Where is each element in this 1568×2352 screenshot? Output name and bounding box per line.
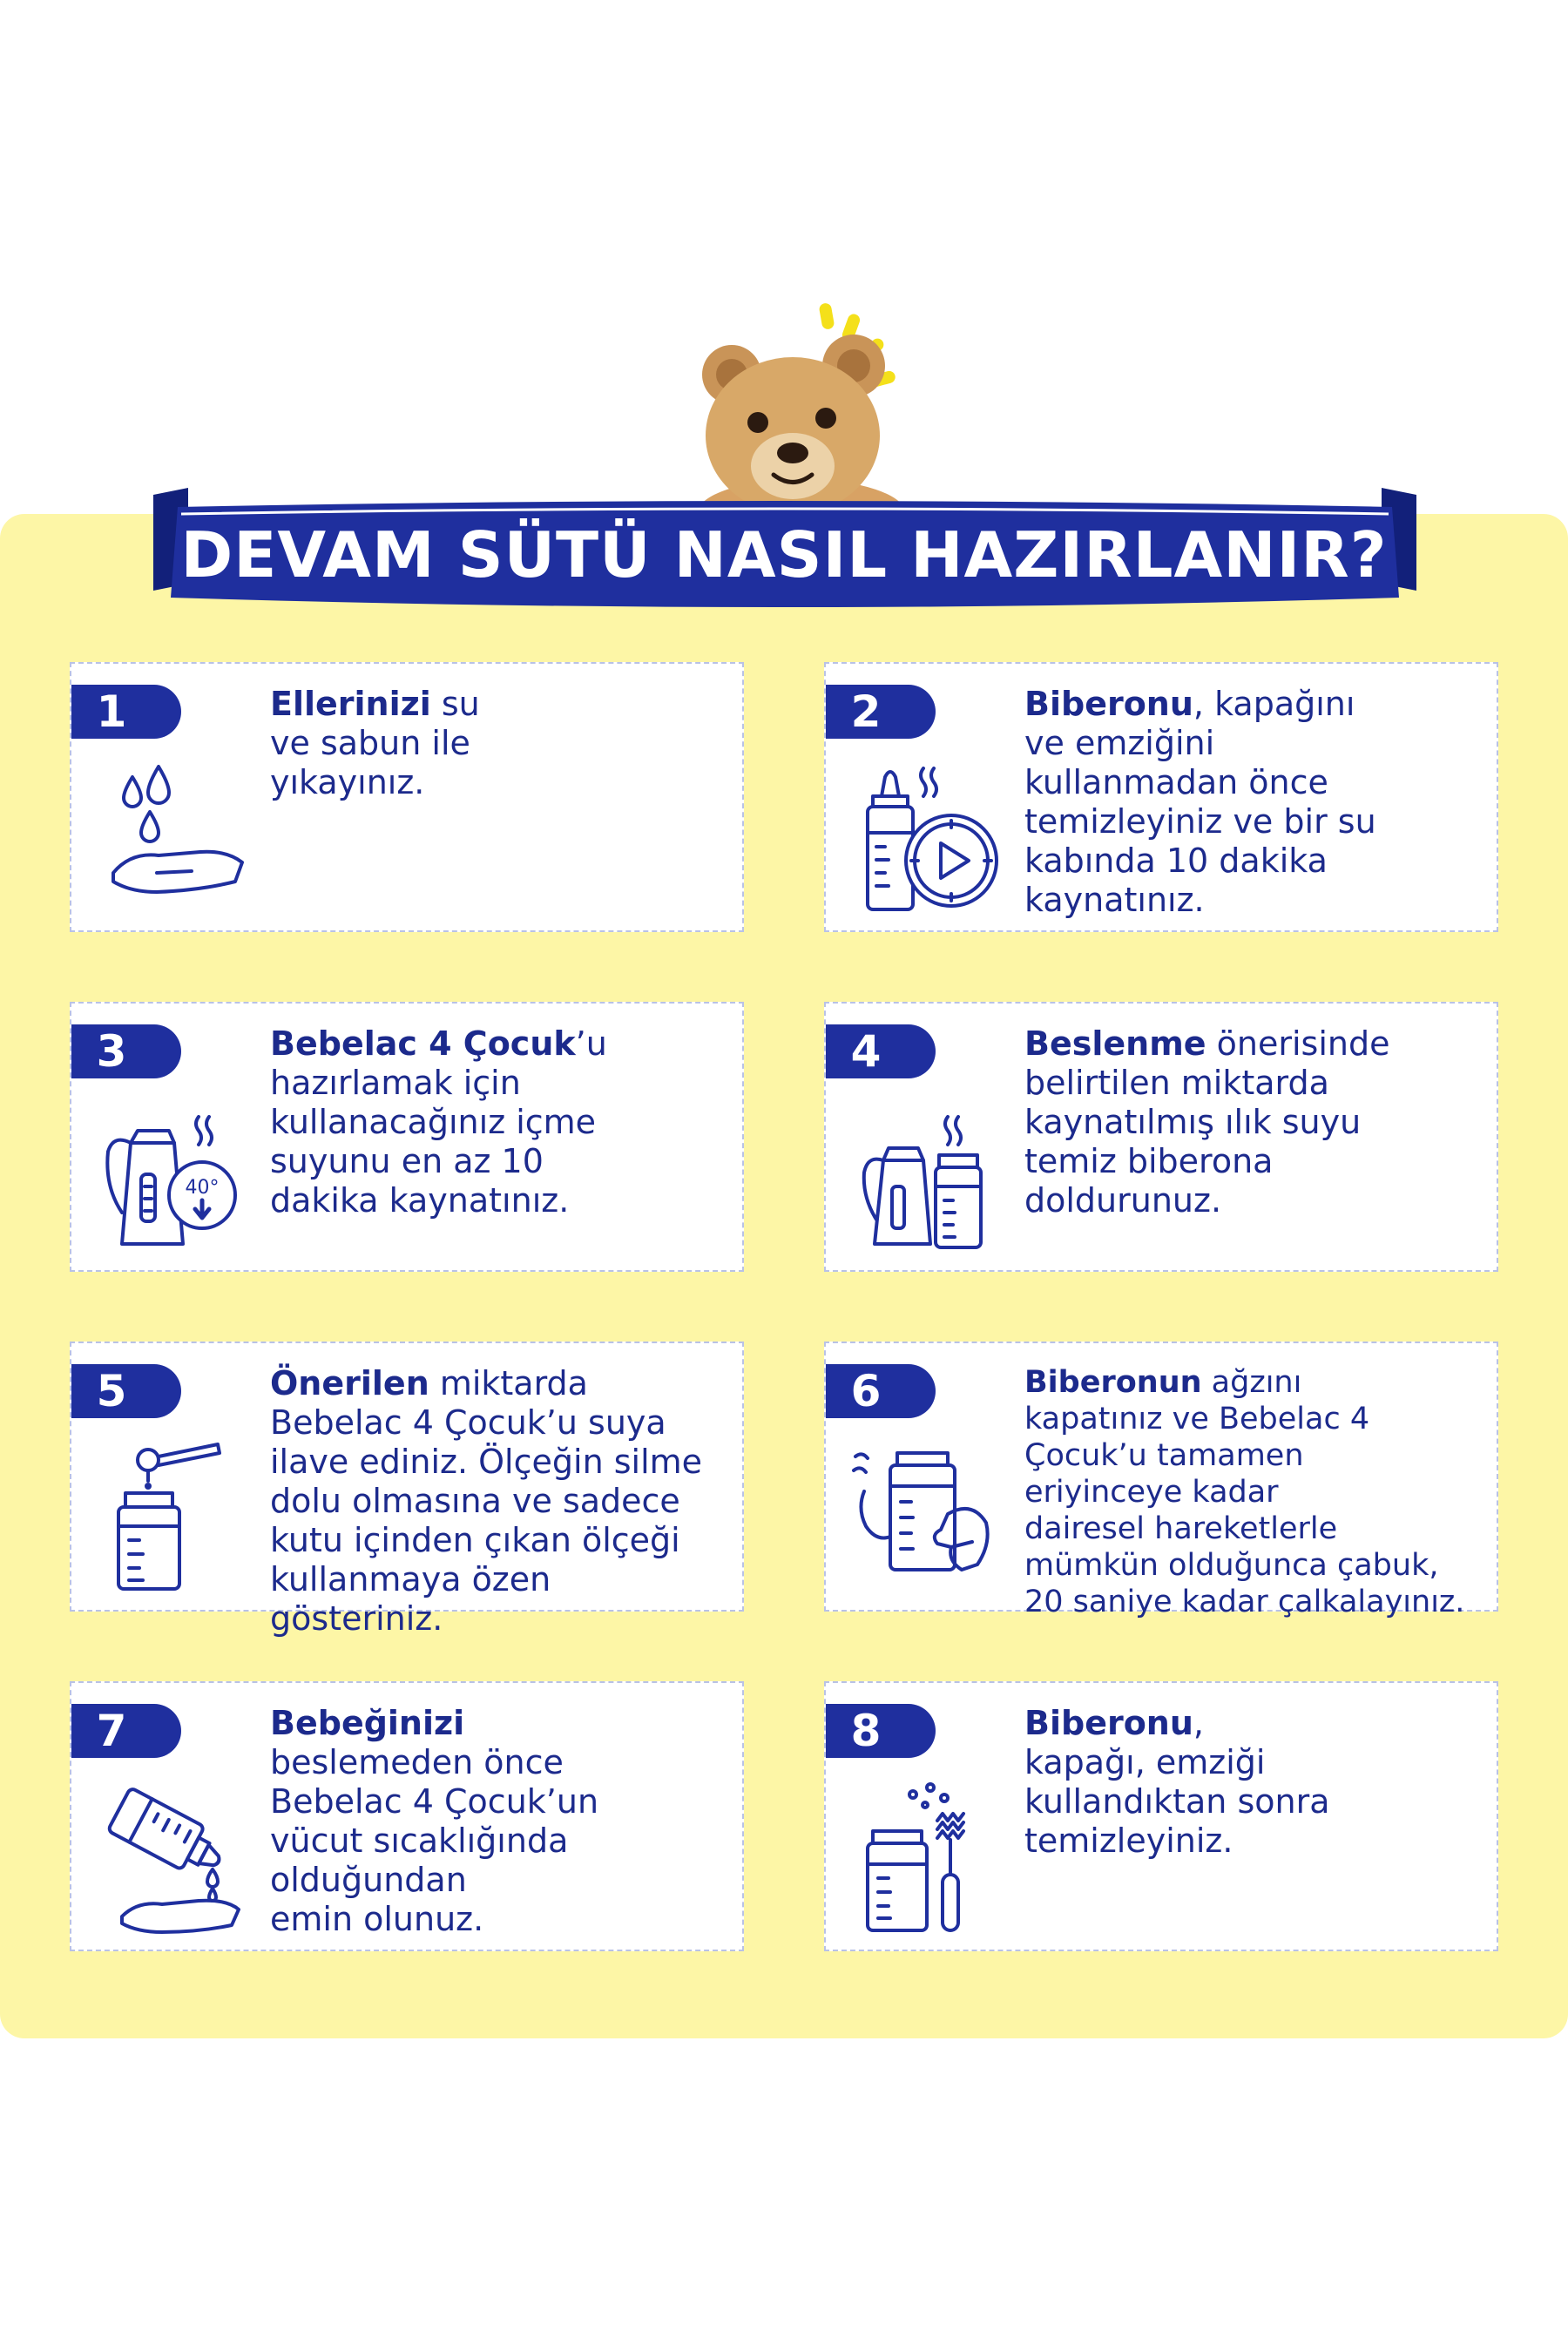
- step-number: 8: [850, 1706, 882, 1756]
- step-rest: beslemeden önce Bebelac 4 Çocuk’un vücut sıcaklığında olduğundan emin olunuz.: [270, 1743, 599, 1938]
- step-rest: , kapağı, emziği kullandıktan sonra temizleyiniz.: [1024, 1704, 1330, 1860]
- step-card-5: [70, 1342, 744, 1638]
- step-rest: ’u hazırlamak için kullanacağınız içme suyunu en az 10 dakika kaynatınız.: [270, 1024, 607, 1220]
- step-card-8: [824, 1681, 1498, 1951]
- step-text: [1024, 1024, 1484, 1220]
- step-card-6: [824, 1342, 1498, 1619]
- step-card-2: [824, 662, 1498, 932]
- step-bold: Ellerinizi: [270, 685, 431, 723]
- step-bold: Biberonun: [1024, 1365, 1202, 1400]
- step-bold: Biberonu: [1024, 1704, 1193, 1742]
- step-rest: su ve sabun ile yıkayınız.: [270, 685, 480, 801]
- step-bold: Bebeğinizi: [270, 1704, 465, 1742]
- step-text: [270, 1364, 730, 1639]
- step-rest: ağzını kapatınız ve Bebelac 4 Çocuk’u tamamen eriyinceye kadar dairesel hareketlerle mümkün olduğunca çabuk, 20 saniye kadar çalkalayınız.: [1024, 1365, 1465, 1619]
- bottle-brush-icon: [850, 1779, 1007, 1936]
- step-card-3: [70, 1002, 744, 1272]
- step-text: [1024, 1704, 1484, 1861]
- scoop-bottle-icon: [96, 1439, 253, 1596]
- step-number: 7: [96, 1706, 127, 1756]
- step-bold: Bebelac 4 Çocuk: [270, 1024, 576, 1063]
- step-number: 6: [850, 1366, 882, 1416]
- step-number: 4: [850, 1026, 882, 1077]
- step-rest: , kapağını ve emziğini kullanmadan önce temizleyiniz ve bir su kabında 10 dakika kaynatınız.: [1024, 685, 1376, 919]
- step-number: 1: [96, 686, 127, 737]
- step-text: [1024, 1364, 1484, 1620]
- page-title: DEVAM SÜTÜ NASIL HAZIRLANIR?: [180, 518, 1388, 591]
- step-text: [270, 685, 730, 802]
- step-text: [270, 1704, 730, 1939]
- kettle-bottle-icon: [850, 1099, 1007, 1256]
- shake-bottle-icon: [850, 1439, 1007, 1596]
- svg-text:40°: 40°: [185, 1177, 220, 1199]
- step-bold: Beslenme: [1024, 1024, 1206, 1063]
- step-number: 3: [96, 1026, 127, 1077]
- step-number: 2: [850, 686, 882, 737]
- step-card-7: [70, 1681, 744, 1951]
- step-card-1: [70, 662, 744, 932]
- step-rest: önerisinde belirtilen miktarda kaynatılmış ılık suyu temiz biberona doldurunuz.: [1024, 1024, 1390, 1220]
- step-text: [270, 1024, 730, 1220]
- hand-wash-icon: [96, 760, 253, 916]
- step-bold: Önerilen: [270, 1364, 429, 1402]
- step-number: 5: [96, 1366, 127, 1416]
- step-bold: Biberonu: [1024, 685, 1193, 723]
- bottle-timer-icon: [850, 760, 1007, 916]
- step-card-4: [824, 1002, 1498, 1272]
- step-text: [1024, 685, 1484, 920]
- kettle-40-icon: [96, 1099, 253, 1256]
- step-rest: miktarda Bebelac 4 Çocuk’u suya ilave ediniz. Ölçeğin silme dolu olmasına ve sadece kutu içinden çıkan ölçeği kullanmaya özen gösteriniz.: [270, 1364, 703, 1638]
- test-temperature-icon: [96, 1779, 253, 1936]
